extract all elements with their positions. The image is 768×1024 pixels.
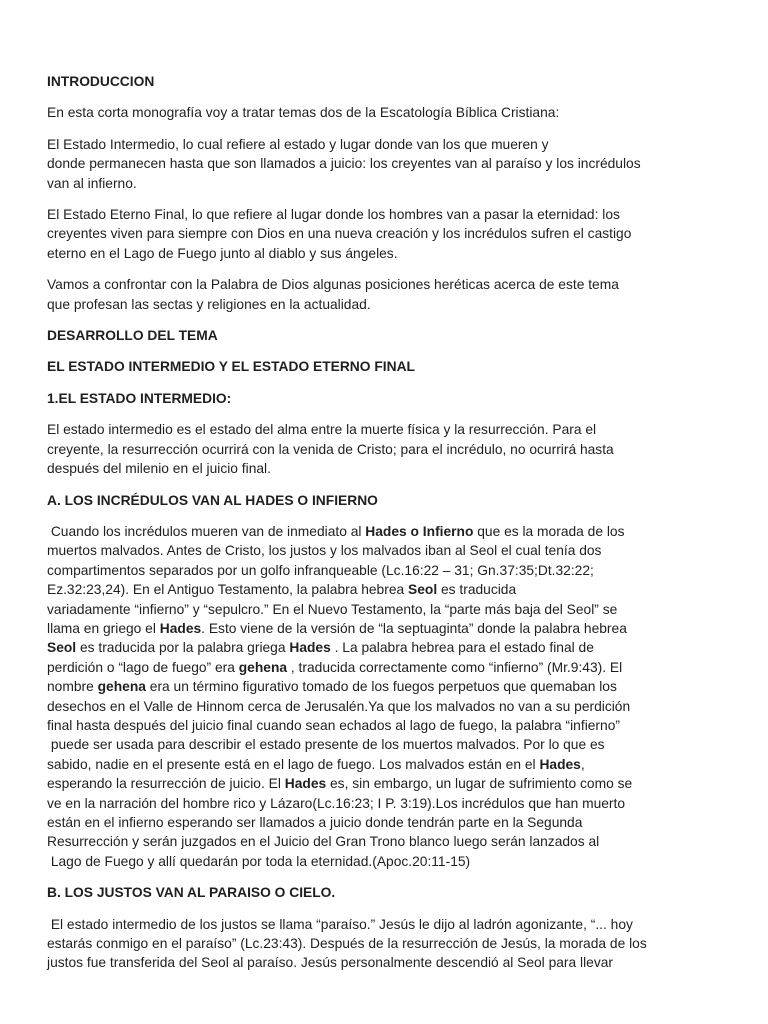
text-span: perdición o “lago de fuego” era: [47, 659, 239, 675]
text-span: justos fue transferida del Seol al paraíso. Jesús personalmente descendió al Seol para llevar: [47, 955, 614, 971]
section-heading: A. LOS INCRÉDULOS VAN AL HADES O INFIERNO: [47, 492, 378, 508]
text-span: Resurrección y serán juzgados en el Juicio del Gran Trono blanco luego serán lanzados al: [47, 834, 600, 850]
text-span: ,: [580, 756, 585, 772]
section-heading: B. LOS JUSTOS VAN AL PARAISO O CIELO.: [47, 885, 336, 901]
section-heading: EL ESTADO INTERMEDIO Y EL ESTADO ETERNO FINAL: [47, 359, 415, 375]
paragraph: [47, 522, 727, 871]
text-span: compartimentos separados por un golfo infranqueable (Lc.16:22 – 31; Gn.37:35;Dt.32:22;: [47, 562, 594, 578]
text-span: ve en la narración del hombre rico y Lázaro(Lc.16:23; I P. 3:19).Los incrédulos que han muerto: [47, 795, 626, 811]
text-span: que es la morada de los: [473, 523, 625, 539]
text-line: [47, 677, 727, 696]
text-line: [47, 103, 727, 122]
text-span: El Estado Eterno Final, lo que refiere al lugar donde los hombres van a pasar la eternidad: los: [47, 207, 620, 223]
document-page: [47, 72, 727, 985]
text-line: [47, 735, 727, 754]
text-span: El estado intermedio es el estado del alma entre la muerte física y la resurrección. Para el: [47, 422, 597, 438]
text-span: final hasta después del juicio final cuando sean echados al lago de fuego, la palabra “infierno”: [47, 717, 620, 733]
text-span: es, sin embargo, un lugar de sufrimiento como se: [326, 776, 633, 792]
paragraph: [47, 275, 727, 314]
text-span: sabido, nadie en el presente está en el lago de fuego. Los malvados están en el: [47, 756, 540, 772]
text-line: [47, 541, 727, 560]
bold-term: Hades: [539, 756, 581, 772]
bold-term: Seol: [47, 640, 77, 656]
bold-term: Hades: [284, 776, 327, 792]
text-line: [47, 953, 727, 972]
text-span: van al infierno.: [47, 175, 137, 191]
section-heading: 1.EL ESTADO INTERMEDIO:: [47, 390, 232, 406]
text-line: [47, 295, 727, 314]
text-span: El estado intermedio de los justos se llama “paraíso.” Jesús le dijo al ladrón agonizante, “... hoy: [47, 916, 633, 932]
text-line: [47, 697, 727, 716]
text-line: [47, 716, 727, 735]
text-span: El Estado Intermedio, lo cual refiere al estado y lugar donde van los que mueren y: [47, 136, 549, 152]
text-line: [47, 915, 727, 934]
section-heading: INTRODUCCION: [47, 74, 155, 89]
text-line: [47, 420, 727, 439]
text-line: [47, 813, 727, 832]
text-span: Lago de Fuego y allí quedarán por toda la eternidad.(Apoc.20:11-15): [47, 853, 471, 869]
text-span: , traducida correctamente como “infierno” (Mr.9:43). El: [287, 659, 623, 675]
text-line: [47, 224, 727, 243]
text-span: puede ser usada para describir el estado presente de los muertos malvados. Por lo que es: [47, 737, 605, 753]
text-span: después del milenio en el juicio final.: [47, 461, 271, 477]
bold-term: Seol: [408, 582, 438, 598]
text-span: variadamente “infierno” y “sepulcro.” En el Nuevo Testamento, la “parte más baja del Seol” se: [47, 601, 618, 617]
text-line: [47, 440, 727, 459]
text-span: que profesan las sectas y religiones en la actualidad.: [47, 296, 371, 312]
text-line: [47, 934, 727, 953]
text-line: [47, 275, 727, 294]
text-span: . La palabra hebrea para el estado final de: [330, 640, 594, 656]
section-heading: DESARROLLO DEL TEMA: [47, 328, 218, 344]
text-line: [47, 244, 727, 263]
text-span: nombre: [47, 679, 98, 695]
text-span: esperando la resurrección de juicio. El: [47, 776, 285, 792]
text-span: creyente, la resurrección ocurrirá con la venida de Cristo; para el incrédulo, no ocurrirá hasta: [47, 441, 614, 457]
text-span: creyentes viven para siempre con Dios en una nueva creación y los incrédulos sufren el castigo: [47, 226, 632, 242]
text-line: [47, 459, 727, 478]
text-line: [47, 580, 727, 599]
text-span: estarás conmigo en el paraíso” (Lc.23:43). Después de la resurrección de Jesús, la morada de los: [47, 936, 647, 952]
text-line: [47, 205, 727, 224]
text-line: [47, 561, 727, 580]
text-line: [47, 522, 727, 541]
paragraph: [47, 135, 727, 193]
text-span: muertos malvados. Antes de Cristo, los justos y los malvados iban al Seol el cual tenía dos: [47, 543, 602, 559]
text-line: [47, 619, 727, 638]
text-line: [47, 154, 727, 173]
bold-term: gehena: [238, 659, 288, 675]
text-span: están en el infierno esperando ser llamados a juicio donde tendrán parte en la Segunda: [47, 815, 583, 830]
text-line: [47, 832, 727, 851]
text-line: [47, 174, 727, 193]
text-span: es traducida por la palabra griega: [76, 640, 290, 656]
text-line: [47, 774, 727, 793]
text-span: era un término figurativo tomado de los fuegos perpetuos que quemaban los: [145, 679, 617, 695]
text-span: es traducida: [437, 582, 517, 598]
paragraph: [47, 205, 727, 263]
paragraph: [47, 915, 727, 973]
text-span: Vamos a confrontar con la Palabra de Dios algunas posiciones heréticas acerca de este tema: [47, 277, 619, 293]
bold-term: Hades: [159, 620, 202, 636]
bold-term: Hades: [289, 640, 331, 656]
text-span: donde permanecen hasta que son llamados a juicio: los creyentes van al paraíso y los incrédulos: [47, 156, 641, 172]
paragraph: [47, 420, 727, 478]
text-span: desechos en el Valle de Hinnom cerca de Jerusalén.Ya que los malvados no van a su perdición: [47, 698, 631, 714]
text-line: [47, 600, 727, 619]
text-line: [47, 852, 727, 871]
bold-term: gehena: [97, 679, 146, 695]
text-span: . Esto viene de la versión de “la septuaginta” donde la palabra hebrea: [201, 620, 627, 636]
text-line: [47, 794, 727, 813]
text-line: [47, 135, 727, 154]
text-span: llama en griego el: [47, 620, 160, 636]
bold-term: Hades o Infierno: [365, 523, 474, 539]
text-span: Ez.32:23,24). En el Antiguo Testamento, la palabra hebrea: [47, 582, 409, 598]
text-line: [47, 638, 727, 657]
text-span: Cuando los incrédulos mueren van de inmediato al: [47, 523, 366, 539]
text-span: eterno en el Lago de Fuego junto al diablo y sus ángeles.: [47, 245, 398, 261]
text-span: En esta corta monografía voy a tratar temas dos de la Escatología Bíblica Cristiana:: [47, 105, 560, 121]
text-line: [47, 755, 727, 774]
paragraph: [47, 103, 727, 122]
text-line: [47, 658, 727, 677]
